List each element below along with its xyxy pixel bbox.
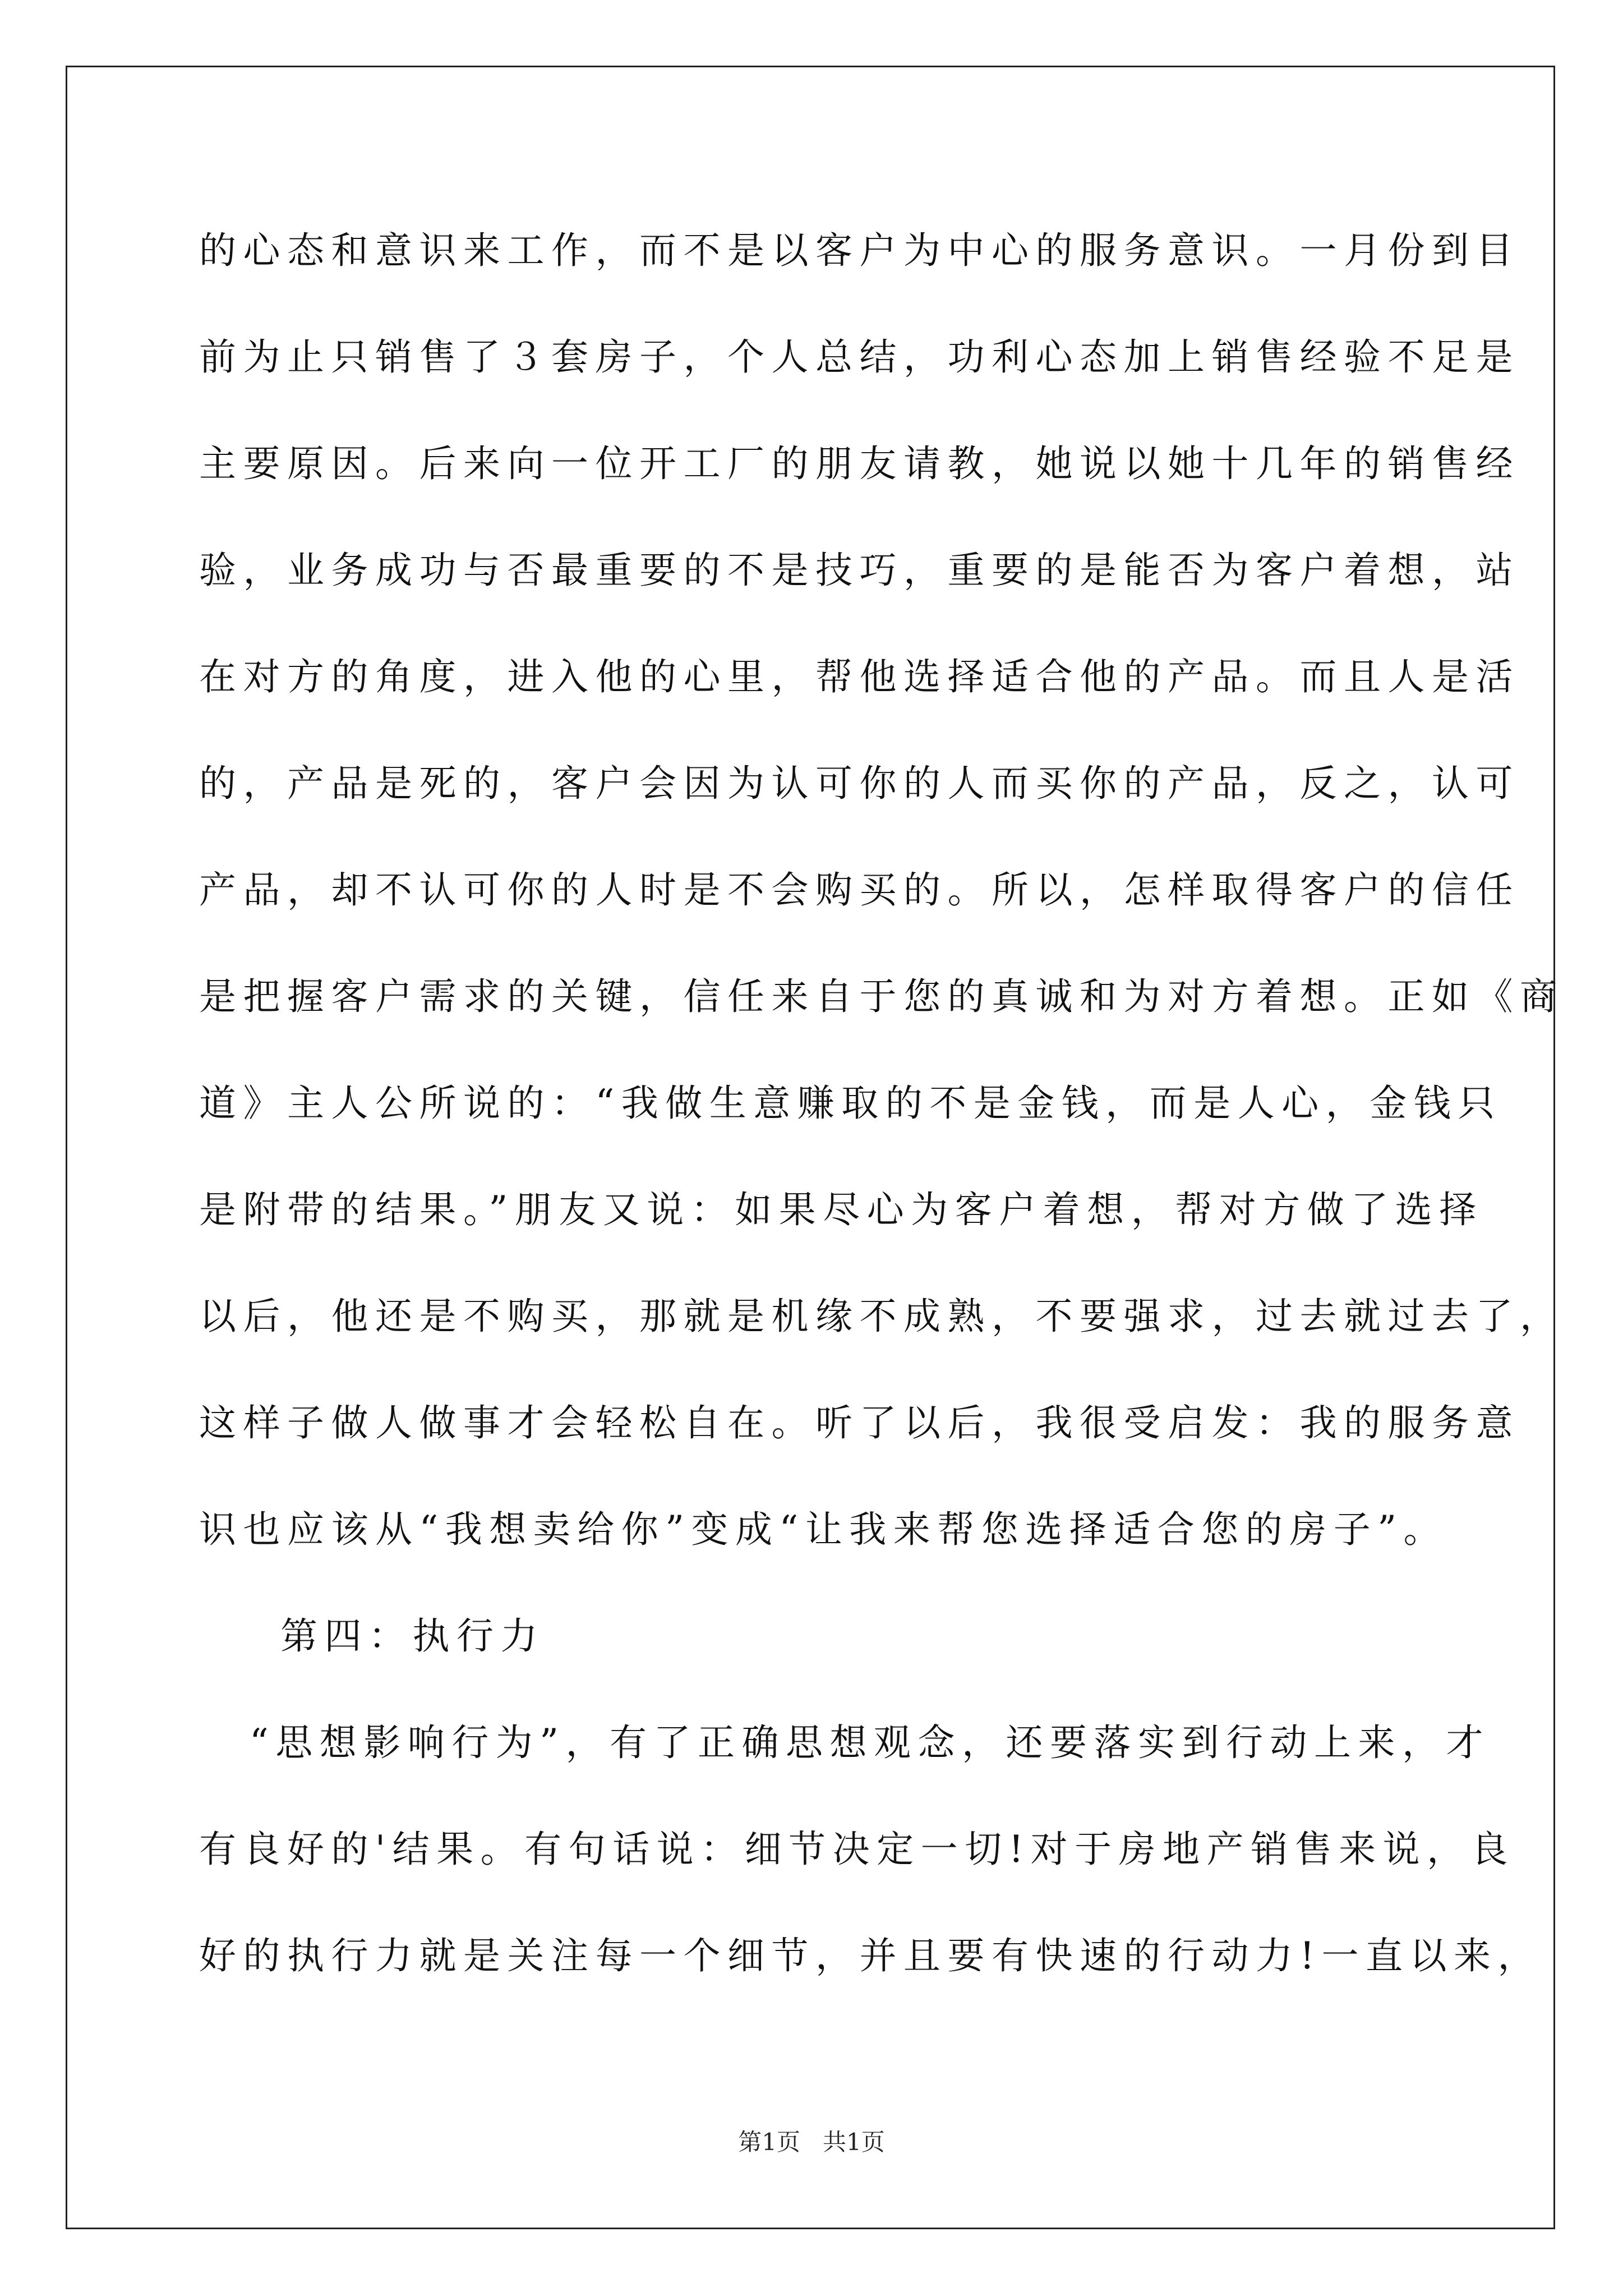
section-heading: 第四：执行力: [280, 1614, 545, 1658]
section-line: 有良好的'结果。有句话说：细节决定一切!对于房地产销售来说，良: [199, 1828, 1515, 1871]
paragraph-line: 以后，他还是不购买，那就是机缘不成熟，不要强求，过去就过去了，: [199, 1295, 1564, 1338]
paragraph-line: 是附带的结果。”朋友又说：如果尽心为客户着想，帮对方做了选择: [199, 1188, 1483, 1231]
section-line: “思想影响行为”，有了正确思想观念，还要落实到行动上来，才: [250, 1721, 1490, 1764]
paragraph-line: 这样子做人做事才会轻松自在。听了以后，我很受启发：我的服务意: [199, 1401, 1520, 1444]
paragraph-line: 前为止只销售了３套房子，个人总结，功利心态加上销售经验不足是: [199, 335, 1520, 379]
section-line: 好的执行力就是关注每一个细节，并且要有快速的行动力!一直以来，: [199, 1934, 1542, 1977]
paragraph-line: 识也应该从“我想卖给你”变成“让我来帮您选择适合您的房子”。: [199, 1508, 1447, 1551]
paragraph-line: 产品，却不认可你的人时是不会购买的。所以，怎样取得客户的信任: [199, 868, 1520, 912]
paragraph-line: 在对方的角度，进入他的心里，帮他选择适合他的产品。而且人是活: [199, 655, 1520, 698]
paragraph-line: 主要原因。后来向一位开工厂的朋友请教，她说以她十几年的销售经: [199, 442, 1520, 485]
paragraph-line: 是把握客户需求的关键，信任来自于您的真诚和为对方着想。正如《商: [199, 975, 1564, 1018]
page-footer: 第1页 共1页: [738, 2128, 885, 2156]
paragraph-line: 道》主人公所说的：“我做生意赚取的不是金钱，而是人心，金钱只: [199, 1082, 1502, 1125]
paragraph-line: 验，业务成功与否最重要的不是技巧，重要的是能否为客户着想，站: [199, 549, 1520, 592]
paragraph-line: 的心态和意识来工作，而不是以客户为中心的服务意识。一月份到目: [199, 229, 1520, 272]
paragraph-line: 的，产品是死的，客户会因为认可你的人而买你的产品，反之，认可: [199, 762, 1520, 805]
page-border: [66, 66, 1555, 2229]
